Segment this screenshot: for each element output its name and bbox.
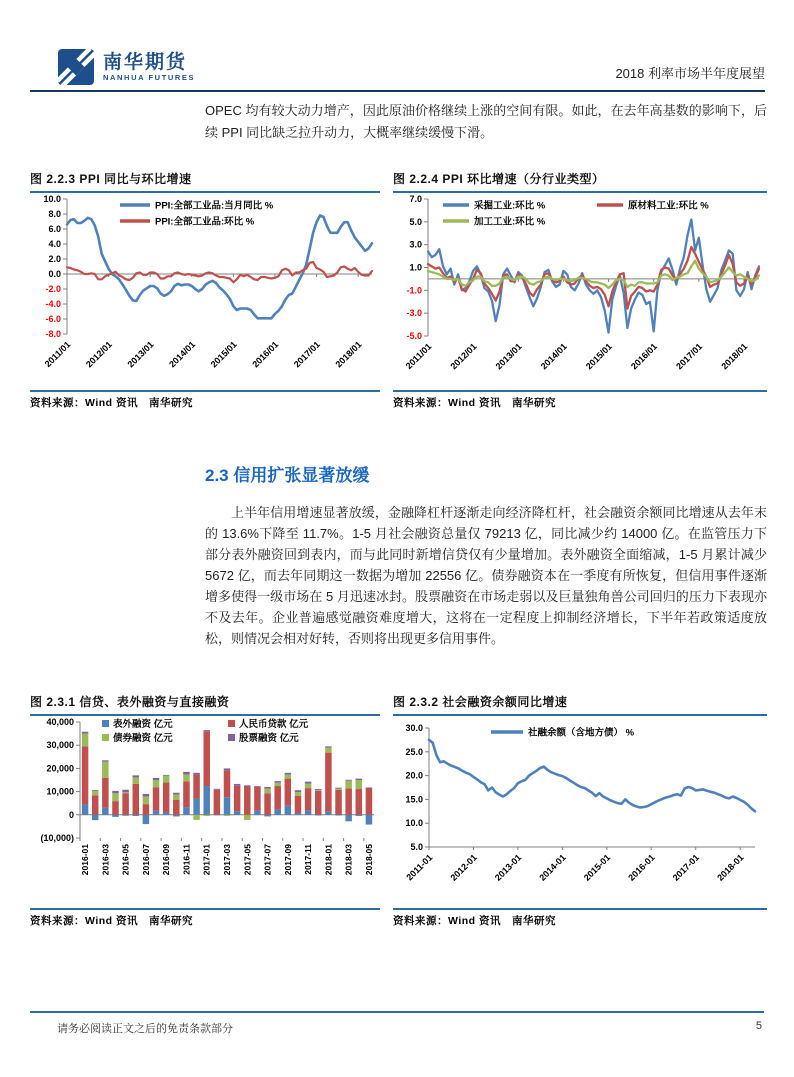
svg-text:2016-11: 2016-11	[181, 844, 192, 875]
svg-text:PPI:全部工业品:当月同比 %: PPI:全部工业品:当月同比 %	[155, 200, 274, 212]
svg-text:0: 0	[68, 809, 74, 820]
svg-text:2017/01: 2017/01	[674, 341, 705, 372]
svg-text:2018-01: 2018-01	[715, 852, 746, 883]
svg-text:2011-01: 2011-01	[404, 852, 435, 883]
svg-text:2016-07: 2016-07	[140, 844, 151, 876]
svg-text:-6.0: -6.0	[45, 314, 61, 324]
svg-text:采掘工业:环比 %: 采掘工业:环比 %	[474, 200, 546, 212]
svg-text:2012-01: 2012-01	[448, 852, 479, 883]
svg-text:债券融资 亿元: 债券融资 亿元	[113, 733, 173, 744]
svg-text:2017-03: 2017-03	[222, 844, 232, 876]
figure-2-2-4	[393, 170, 767, 410]
svg-text:7.0: 7.0	[409, 194, 422, 204]
page-header	[30, 44, 765, 92]
svg-text:2011/01: 2011/01	[403, 341, 434, 372]
svg-text:-3.0: -3.0	[406, 308, 422, 319]
figure-2-3-2	[393, 693, 767, 928]
svg-text:2017-11: 2017-11	[303, 844, 314, 875]
svg-text:2016-01: 2016-01	[80, 844, 91, 876]
figure-row-2	[30, 693, 767, 928]
svg-text:2016/01: 2016/01	[250, 339, 281, 370]
svg-text:10.0: 10.0	[43, 194, 61, 204]
page-number: 5	[755, 1020, 762, 1032]
svg-text:2018-05: 2018-05	[363, 844, 374, 876]
figure-source: 资料来源：Wind 资讯 南华研究	[30, 908, 380, 928]
svg-text:2017/01: 2017/01	[291, 339, 322, 370]
figure-row-1	[30, 170, 767, 410]
svg-text:2018-01: 2018-01	[323, 844, 334, 876]
svg-text:40,000: 40,000	[46, 717, 74, 727]
figure-title: 图 2.2.3 PPI 同比与环比增速	[30, 172, 192, 186]
section-heading: 2.3 信用扩张显著放缓	[205, 466, 370, 485]
svg-text:2018/01: 2018/01	[719, 341, 750, 372]
svg-text:2013/01: 2013/01	[493, 341, 524, 372]
svg-text:人民币贷款 亿元: 人民币贷款 亿元	[239, 719, 309, 730]
svg-text:社融余额（含地方债） %: 社融余额（含地方债） %	[528, 727, 635, 739]
svg-text:PPI:全部工业品:环比 %: PPI:全部工业品:环比 %	[155, 216, 255, 228]
svg-text:2018/01: 2018/01	[333, 339, 364, 370]
svg-text:2011/01: 2011/01	[42, 339, 73, 370]
brand-name-cn: 南华期货	[103, 51, 188, 73]
svg-text:3.0: 3.0	[409, 239, 422, 250]
svg-text:(10,000): (10,000)	[40, 833, 74, 843]
brand-block	[57, 48, 195, 86]
svg-text:-1.0: -1.0	[406, 285, 422, 296]
svg-text:4.0: 4.0	[48, 239, 61, 249]
disclaimer-text: 请务必阅读正文之后的免责条款部分	[57, 1023, 233, 1035]
svg-text:20.0: 20.0	[405, 770, 423, 781]
svg-text:2017-09: 2017-09	[282, 844, 293, 876]
figure-title: 图 2.3.2 社会融资余额同比增速	[393, 695, 568, 709]
svg-text:-2.0: -2.0	[45, 284, 61, 294]
svg-text:2017-07: 2017-07	[262, 844, 273, 876]
page-footer	[30, 1011, 764, 1036]
svg-text:1.0: 1.0	[409, 262, 422, 273]
svg-text:2016-01: 2016-01	[626, 852, 657, 883]
svg-text:2013-01: 2013-01	[492, 852, 524, 883]
brand-text	[103, 53, 195, 82]
svg-text:加工工业:环比 %: 加工工业:环比 %	[474, 216, 546, 228]
svg-text:2014-01: 2014-01	[537, 852, 568, 883]
nanhua-logo-icon	[57, 48, 95, 86]
svg-text:5.0: 5.0	[410, 842, 423, 852]
svg-text:2017-05: 2017-05	[242, 844, 253, 876]
svg-text:2017-01: 2017-01	[670, 852, 702, 883]
svg-text:30,000: 30,000	[46, 740, 74, 751]
svg-text:原材料工业:环比 %: 原材料工业:环比 %	[628, 200, 709, 212]
svg-text:30.0: 30.0	[405, 723, 423, 733]
figure-source: 资料来源：Wind 资讯 南华研究	[393, 908, 767, 928]
svg-text:6.0: 6.0	[48, 224, 61, 234]
brand-name-en: NANHUA FUTURES	[103, 72, 196, 82]
svg-text:-8.0: -8.0	[45, 329, 61, 339]
figure-2-3-1	[30, 693, 380, 928]
svg-text:2015/01: 2015/01	[208, 339, 239, 370]
svg-text:2013/01: 2013/01	[125, 339, 156, 370]
figure-source: 资料来源：Wind 资讯 南华研究	[393, 390, 767, 410]
svg-text:10,000: 10,000	[46, 786, 74, 797]
svg-text:2012/01: 2012/01	[448, 341, 479, 372]
svg-text:2015-01: 2015-01	[581, 852, 613, 883]
svg-text:-5.0: -5.0	[406, 331, 422, 341]
social-financing-growth-chart	[393, 716, 767, 908]
intro-paragraph: OPEC 均有较大动力增产，因此原油价格继续上涨的空间有限。如此，在去年高基数的影响下，后续 PPI 同比缺乏拉升动力，大概率继续缓慢下滑。	[205, 103, 767, 140]
svg-text:2012/01: 2012/01	[83, 339, 115, 370]
svg-text:5.0: 5.0	[409, 216, 422, 227]
report-title: 2018 利率市场半年度展望	[615, 66, 765, 81]
svg-text:2016-05: 2016-05	[120, 844, 131, 876]
figure-title: 图 2.3.1 信贷、表外融资与直接融资	[30, 695, 230, 709]
svg-text:25.0: 25.0	[405, 746, 423, 757]
svg-text:-4.0: -4.0	[45, 299, 61, 309]
figure-title: 图 2.2.4 PPI 环比增速（分行业类型）	[393, 172, 605, 186]
ppi-mom-by-industry-chart	[393, 193, 767, 390]
figure-2-2-3	[30, 170, 380, 410]
svg-text:2016-09: 2016-09	[161, 844, 172, 876]
figure-source: 资料来源：Wind 资讯 南华研究	[30, 390, 380, 410]
svg-text:2016/01: 2016/01	[629, 341, 660, 372]
svg-text:15.0: 15.0	[405, 794, 423, 805]
svg-text:表外融资 亿元: 表外融资 亿元	[113, 719, 173, 730]
svg-text:8.0: 8.0	[48, 209, 61, 219]
svg-text:2014/01: 2014/01	[167, 339, 198, 370]
svg-text:0.0: 0.0	[48, 269, 61, 279]
body-paragraph: 上半年信用增速显著放缓，金融降杠杆逐渐走向经济降杠杆，社会融资余额同比增速从去年末的 13.6%下降至 11.7%。1-5 月社会融资总量仅 79213 亿，同比减少约 14000 亿。在监管压力下部分表外融资回到表内，而与此同时新增信贷仅有少量增加。表外融资全面缩减，1-5 月累计减少 5672 亿，而去年同期这一数据为增加 22556 亿。债券融资本在一季度有所恢复，但信用事件逐渐增多使得一级市场在 5 月迅速冰封。股票融资在市场走弱以及巨量独角兽公司回归的压力下表现亦不及去年。企业普遍感觉融资难度增大，这将在一定程度上抑制经济增长，下半年若政策适度放松，则情况会相对好转，否则将出现更多信用事件。	[205, 505, 767, 646]
svg-text:股票融资 亿元: 股票融资 亿元	[239, 733, 299, 744]
ppi-yoy-mom-chart	[30, 193, 380, 390]
svg-text:2.0: 2.0	[48, 254, 61, 264]
financing-stacked-bar-chart	[30, 716, 380, 908]
svg-text:20,000: 20,000	[46, 763, 74, 774]
svg-text:2015/01: 2015/01	[583, 341, 614, 372]
svg-text:2018-03: 2018-03	[343, 844, 354, 876]
svg-text:2017-01: 2017-01	[201, 844, 212, 876]
svg-text:2014/01: 2014/01	[538, 341, 569, 372]
svg-text:10.0: 10.0	[405, 818, 423, 829]
svg-text:2016-03: 2016-03	[100, 844, 111, 876]
